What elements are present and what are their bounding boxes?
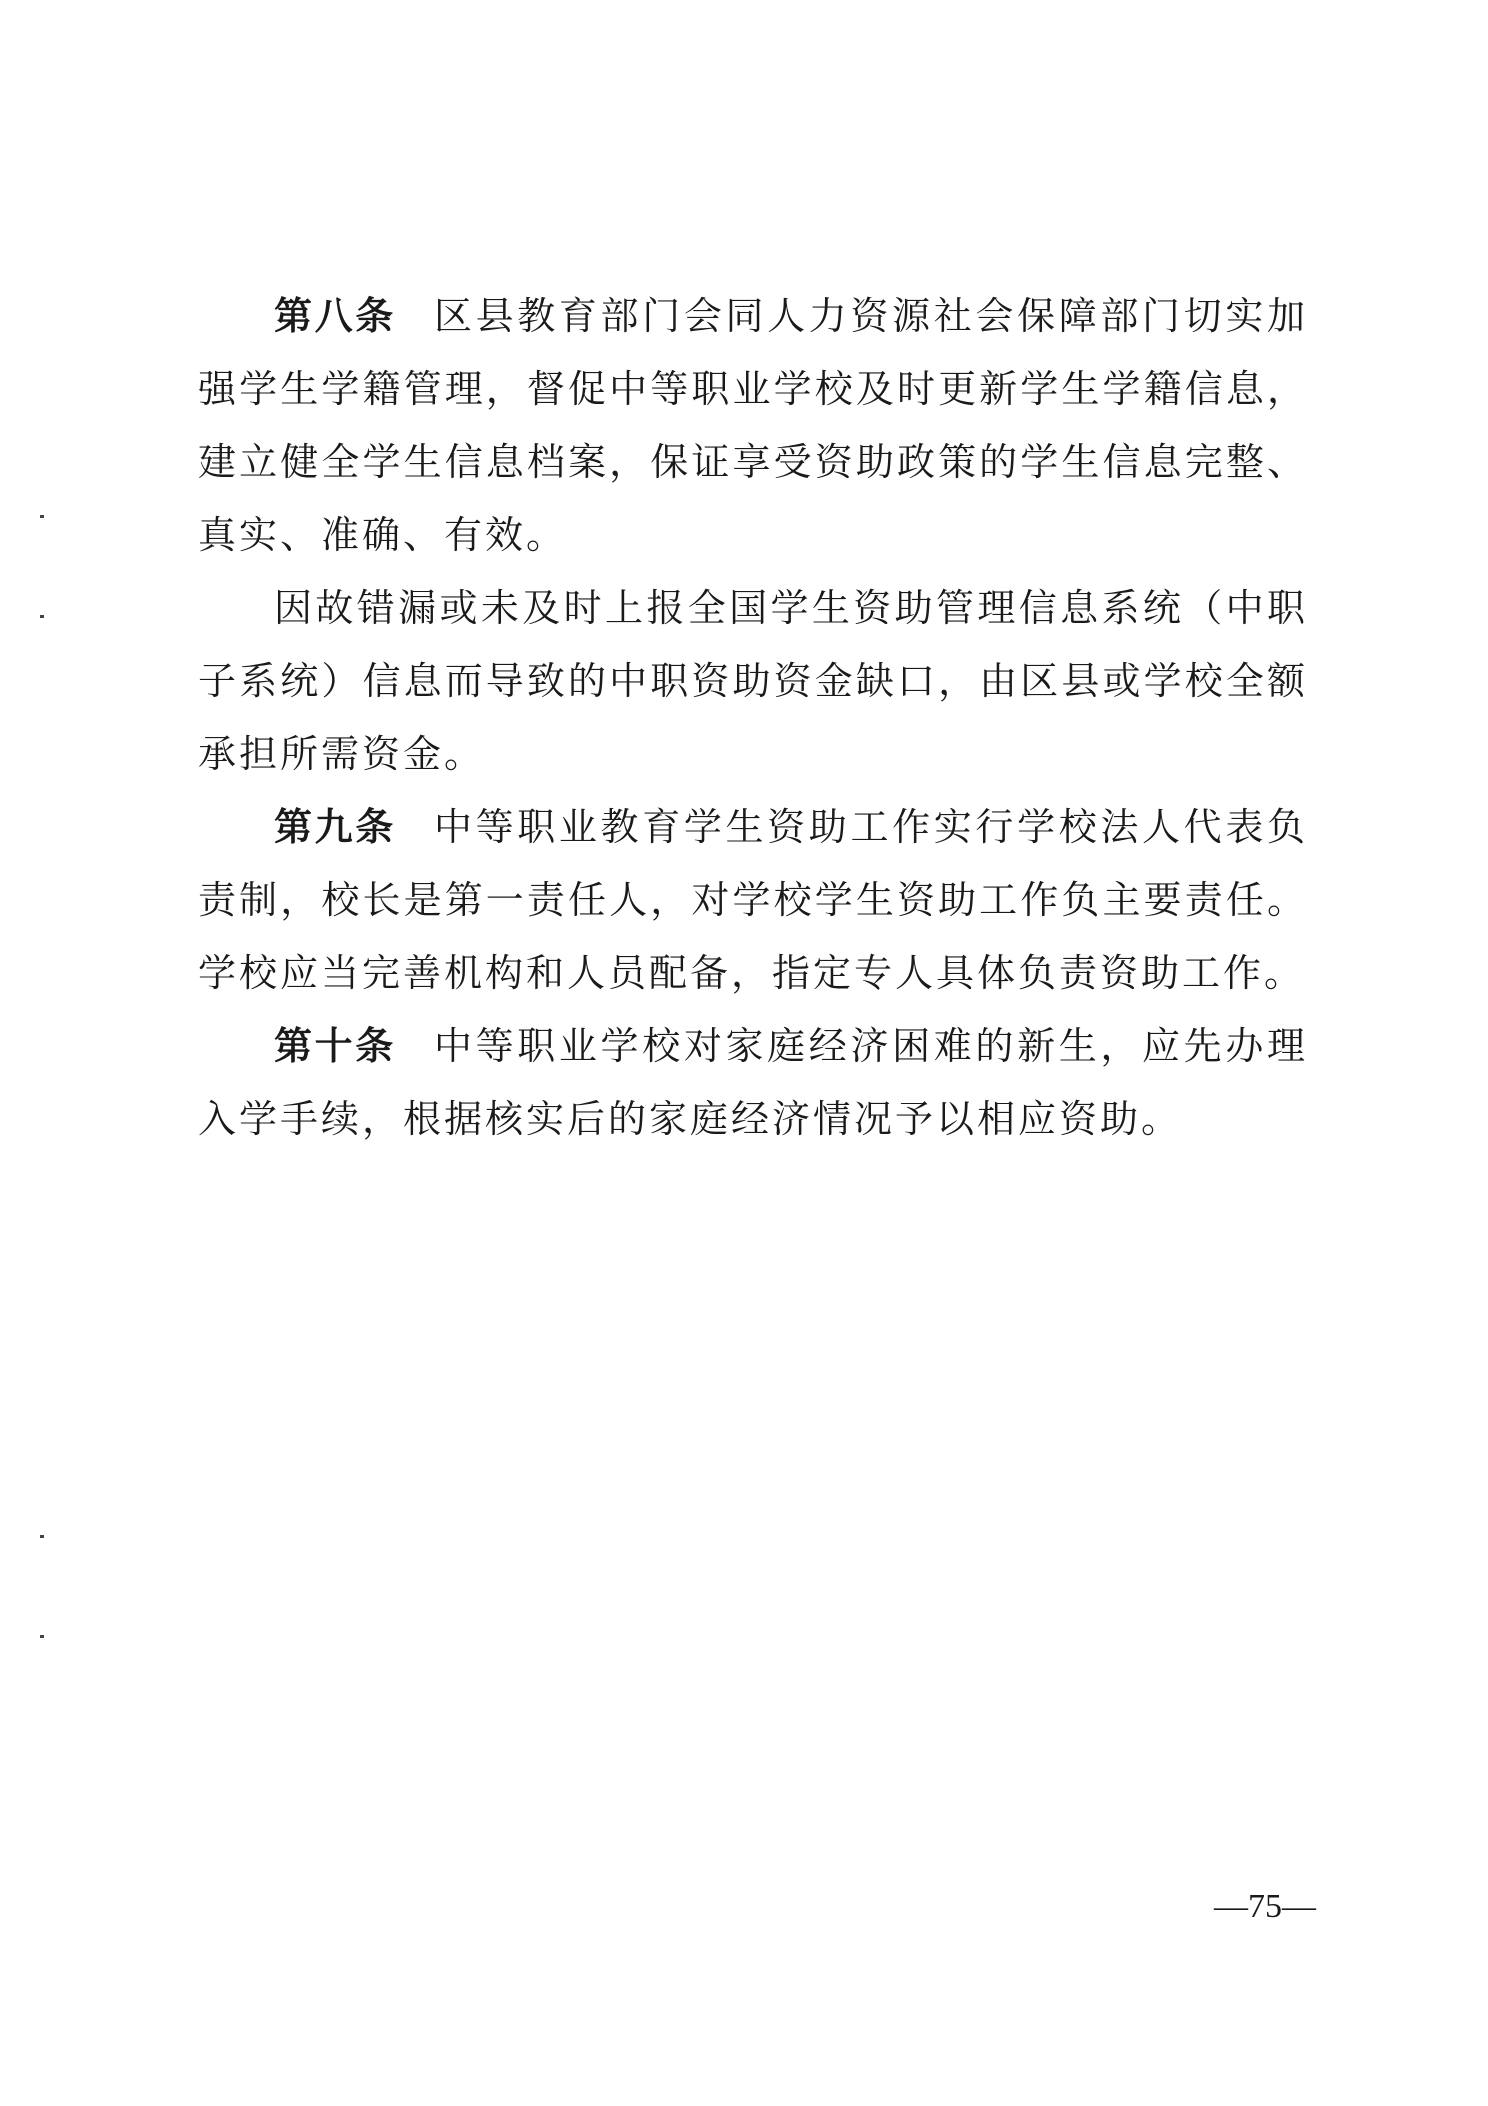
article-paragraph-8 <box>198 280 1308 572</box>
binding-mark <box>40 615 44 618</box>
article-number: 第九条 <box>274 805 396 849</box>
article-paragraph-10 <box>198 1010 1308 1156</box>
article-number: 第十条 <box>274 1024 396 1068</box>
article-paragraph-8-continued <box>198 572 1308 791</box>
binding-mark <box>40 515 44 518</box>
article-text: 中等职业教育学生资助工作实行学校法人代表负责制，校长是第一责任人，对学校学生资助工作负主要责任。学校应当完善机构和人员配备，指定专人具体负责资助工作。 <box>198 805 1308 995</box>
binding-mark <box>40 1635 44 1638</box>
binding-mark <box>40 1535 44 1538</box>
article-paragraph-9 <box>198 791 1308 1010</box>
article-text: 因故错漏或未及时上报全国学生资助管理信息系统（中职子系统）信息而导致的中职资助资金缺口，由区县或学校全额承担所需资金。 <box>198 586 1308 776</box>
article-text: 区县教育部门会同人力资源社会保障部门切实加强学生学籍管理，督促中等职业学校及时更新学生学籍信息，建立健全学生信息档案，保证享受资助政策的学生信息完整、真实、准确、有效。 <box>198 294 1308 557</box>
article-body <box>198 280 1308 1156</box>
page-number: —75— <box>1214 1888 1316 1925</box>
article-number: 第八条 <box>274 294 396 338</box>
article-text: 中等职业学校对家庭经济困难的新生，应先办理入学手续，根据核实后的家庭经济情况予以相应资助。 <box>198 1024 1308 1141</box>
